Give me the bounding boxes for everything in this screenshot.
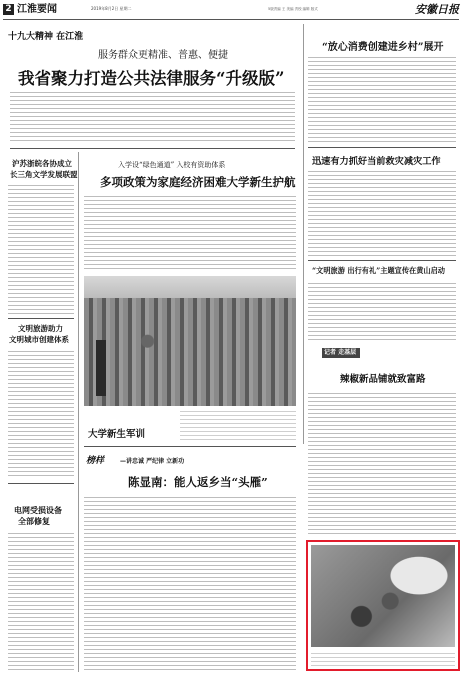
section-title: 江淮要闻	[17, 4, 57, 15]
left-headline-2-line2: 文明城市创建体系	[9, 335, 69, 344]
right-story-2-body	[308, 168, 456, 256]
right-headline-3: “文明旅游 出行有礼”主题宣传在黄山启动	[312, 266, 445, 275]
right-headline-2: 迅速有力抓好当前救灾减灾工作	[312, 156, 441, 167]
main-story-body	[10, 89, 295, 143]
photo-bottom-rule	[84, 446, 296, 447]
right-headline-1: “放心消费创建进乡村”展开	[322, 42, 444, 53]
right-story-4-body	[308, 390, 456, 534]
left-story-3-body	[8, 530, 74, 670]
training-photo-sky	[84, 276, 296, 298]
center-deck: 入学设“绿色通道” 入校有资助体系	[118, 161, 226, 169]
feature-body	[84, 494, 296, 670]
left-col-rule	[78, 152, 79, 672]
left-story-1-body	[8, 182, 74, 314]
right-story-1-rule	[308, 147, 456, 148]
masthead	[3, 3, 459, 17]
main-deck: 服务群众更精准、普惠、便捷	[98, 50, 228, 61]
left-story-2-body	[8, 348, 74, 478]
editor-line: 5版责编 王 美编 责校 编辑 版式	[268, 7, 318, 11]
newspaper-logo: 安徽日报	[415, 3, 459, 16]
main-story-bottom-rule	[10, 148, 295, 149]
left-story-2-rule	[8, 483, 74, 484]
left-headline-1-line2: 长三角文学发展联盟	[10, 170, 78, 179]
left-headline-2-line1: 文明旅游助力	[18, 324, 63, 333]
feature-logo: 榜样	[86, 456, 105, 466]
left-story-1-rule	[8, 318, 74, 319]
training-photo-figure	[96, 340, 106, 396]
series-title: 十九大精神 在江淮	[8, 32, 84, 42]
feature-tagline: —讲忠诚 严纪律 立新功	[120, 458, 185, 465]
right-story-2-rule	[308, 260, 456, 261]
left-headline-1-line1: 沪苏浙皖各协成立	[12, 159, 72, 168]
right-story-3-body	[308, 280, 456, 340]
right-col-rule	[303, 24, 304, 444]
photo-caption-title: 大学新生军训	[88, 429, 146, 440]
right-story-4-badge-label: 记者 走基层	[324, 349, 357, 356]
left-headline-3-line1: 电网受损设备	[14, 505, 62, 515]
masthead-rule	[3, 19, 459, 20]
center-headline: 多项政策为家庭经济困难大学新生护航	[100, 175, 296, 189]
page-number-badge: 2	[3, 4, 14, 15]
feature-headline: 陈显南：能人返乡当“头雁”	[128, 475, 268, 489]
right-headline-4: 辣椒新品铺就致富路	[340, 374, 426, 385]
highlighted-photo-caption	[311, 650, 455, 668]
highlighted-photo-frame	[306, 540, 460, 671]
photo-caption-body	[180, 408, 296, 442]
center-story-body	[84, 193, 296, 271]
left-headline-3-line2: 全部修复	[18, 516, 50, 526]
training-photo	[84, 298, 296, 406]
highlighted-photo	[311, 545, 455, 647]
main-headline: 我省聚力打造公共法律服务“升级版”	[18, 69, 285, 88]
date-line: 2019年8月2日 星期二	[91, 6, 132, 11]
series-label	[8, 24, 83, 43]
right-story-1-body	[308, 54, 456, 142]
